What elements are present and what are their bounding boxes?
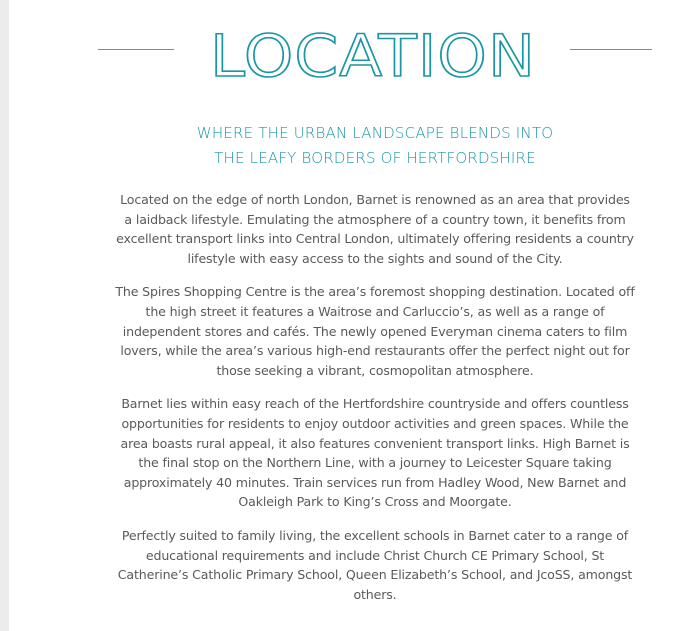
section-title bbox=[205, 20, 541, 90]
section-title-text: LOCATION bbox=[210, 22, 536, 90]
paragraph-countryside: Barnet lies within easy reach of the Hertfordshire countryside and offers countless opportunities for residents to enjoy outdoor activities and green spaces. While the area boasts rural appeal, it also features convenient transport links. High Barnet is the final stop on the Northern Line, with a journey to Leicester Square taking approximately 40 minutes. Train services run from Hadley Wood, New Barnet and Oakleigh Park to King’s Cross and Moorgate. bbox=[120, 396, 630, 510]
subtitle-line-2: THE LEAFY BORDERS OF HERTFORDSHIRE bbox=[214, 149, 536, 167]
subtitle-line-1: WHERE THE URBAN LANDSCAPE BLENDS INTO bbox=[196, 124, 554, 142]
section-subtitle bbox=[100, 121, 650, 171]
paragraph-schools: Perfectly suited to family living, the excellent schools in Barnet cater to a range of educational requirements and include Christ Church CE Primary School, St Catherine’s Catholic Primary School, Queen Elizabeth’s School, and JcoSS, amongst others. bbox=[117, 527, 633, 602]
body-copy bbox=[115, 190, 635, 618]
title-rule-right bbox=[570, 49, 652, 50]
paragraph-intro: Located on the edge of north London, Barnet is renowned as an area that provides a laidback lifestyle. Emulating the atmosphere of a country town, it benefits from excellent transport links into Central London, ultimately offering residents a country lifestyle with easy access to the sights and sound of the City. bbox=[116, 192, 634, 266]
title-rule-left bbox=[98, 49, 174, 50]
paragraph-shopping: The Spires Shopping Centre is the area’s foremost shopping destination. Located off the high street it features a Waitrose and Carluccio’s, as well as a range of independent stores and cafés. The newly opened Everyman cinema caters to film lovers, while the area’s various high-end restaurants offer the perfect night out for those seeking a vibrant, cosmopolitan atmosphere. bbox=[115, 284, 635, 378]
page-edge-strip bbox=[0, 0, 9, 631]
